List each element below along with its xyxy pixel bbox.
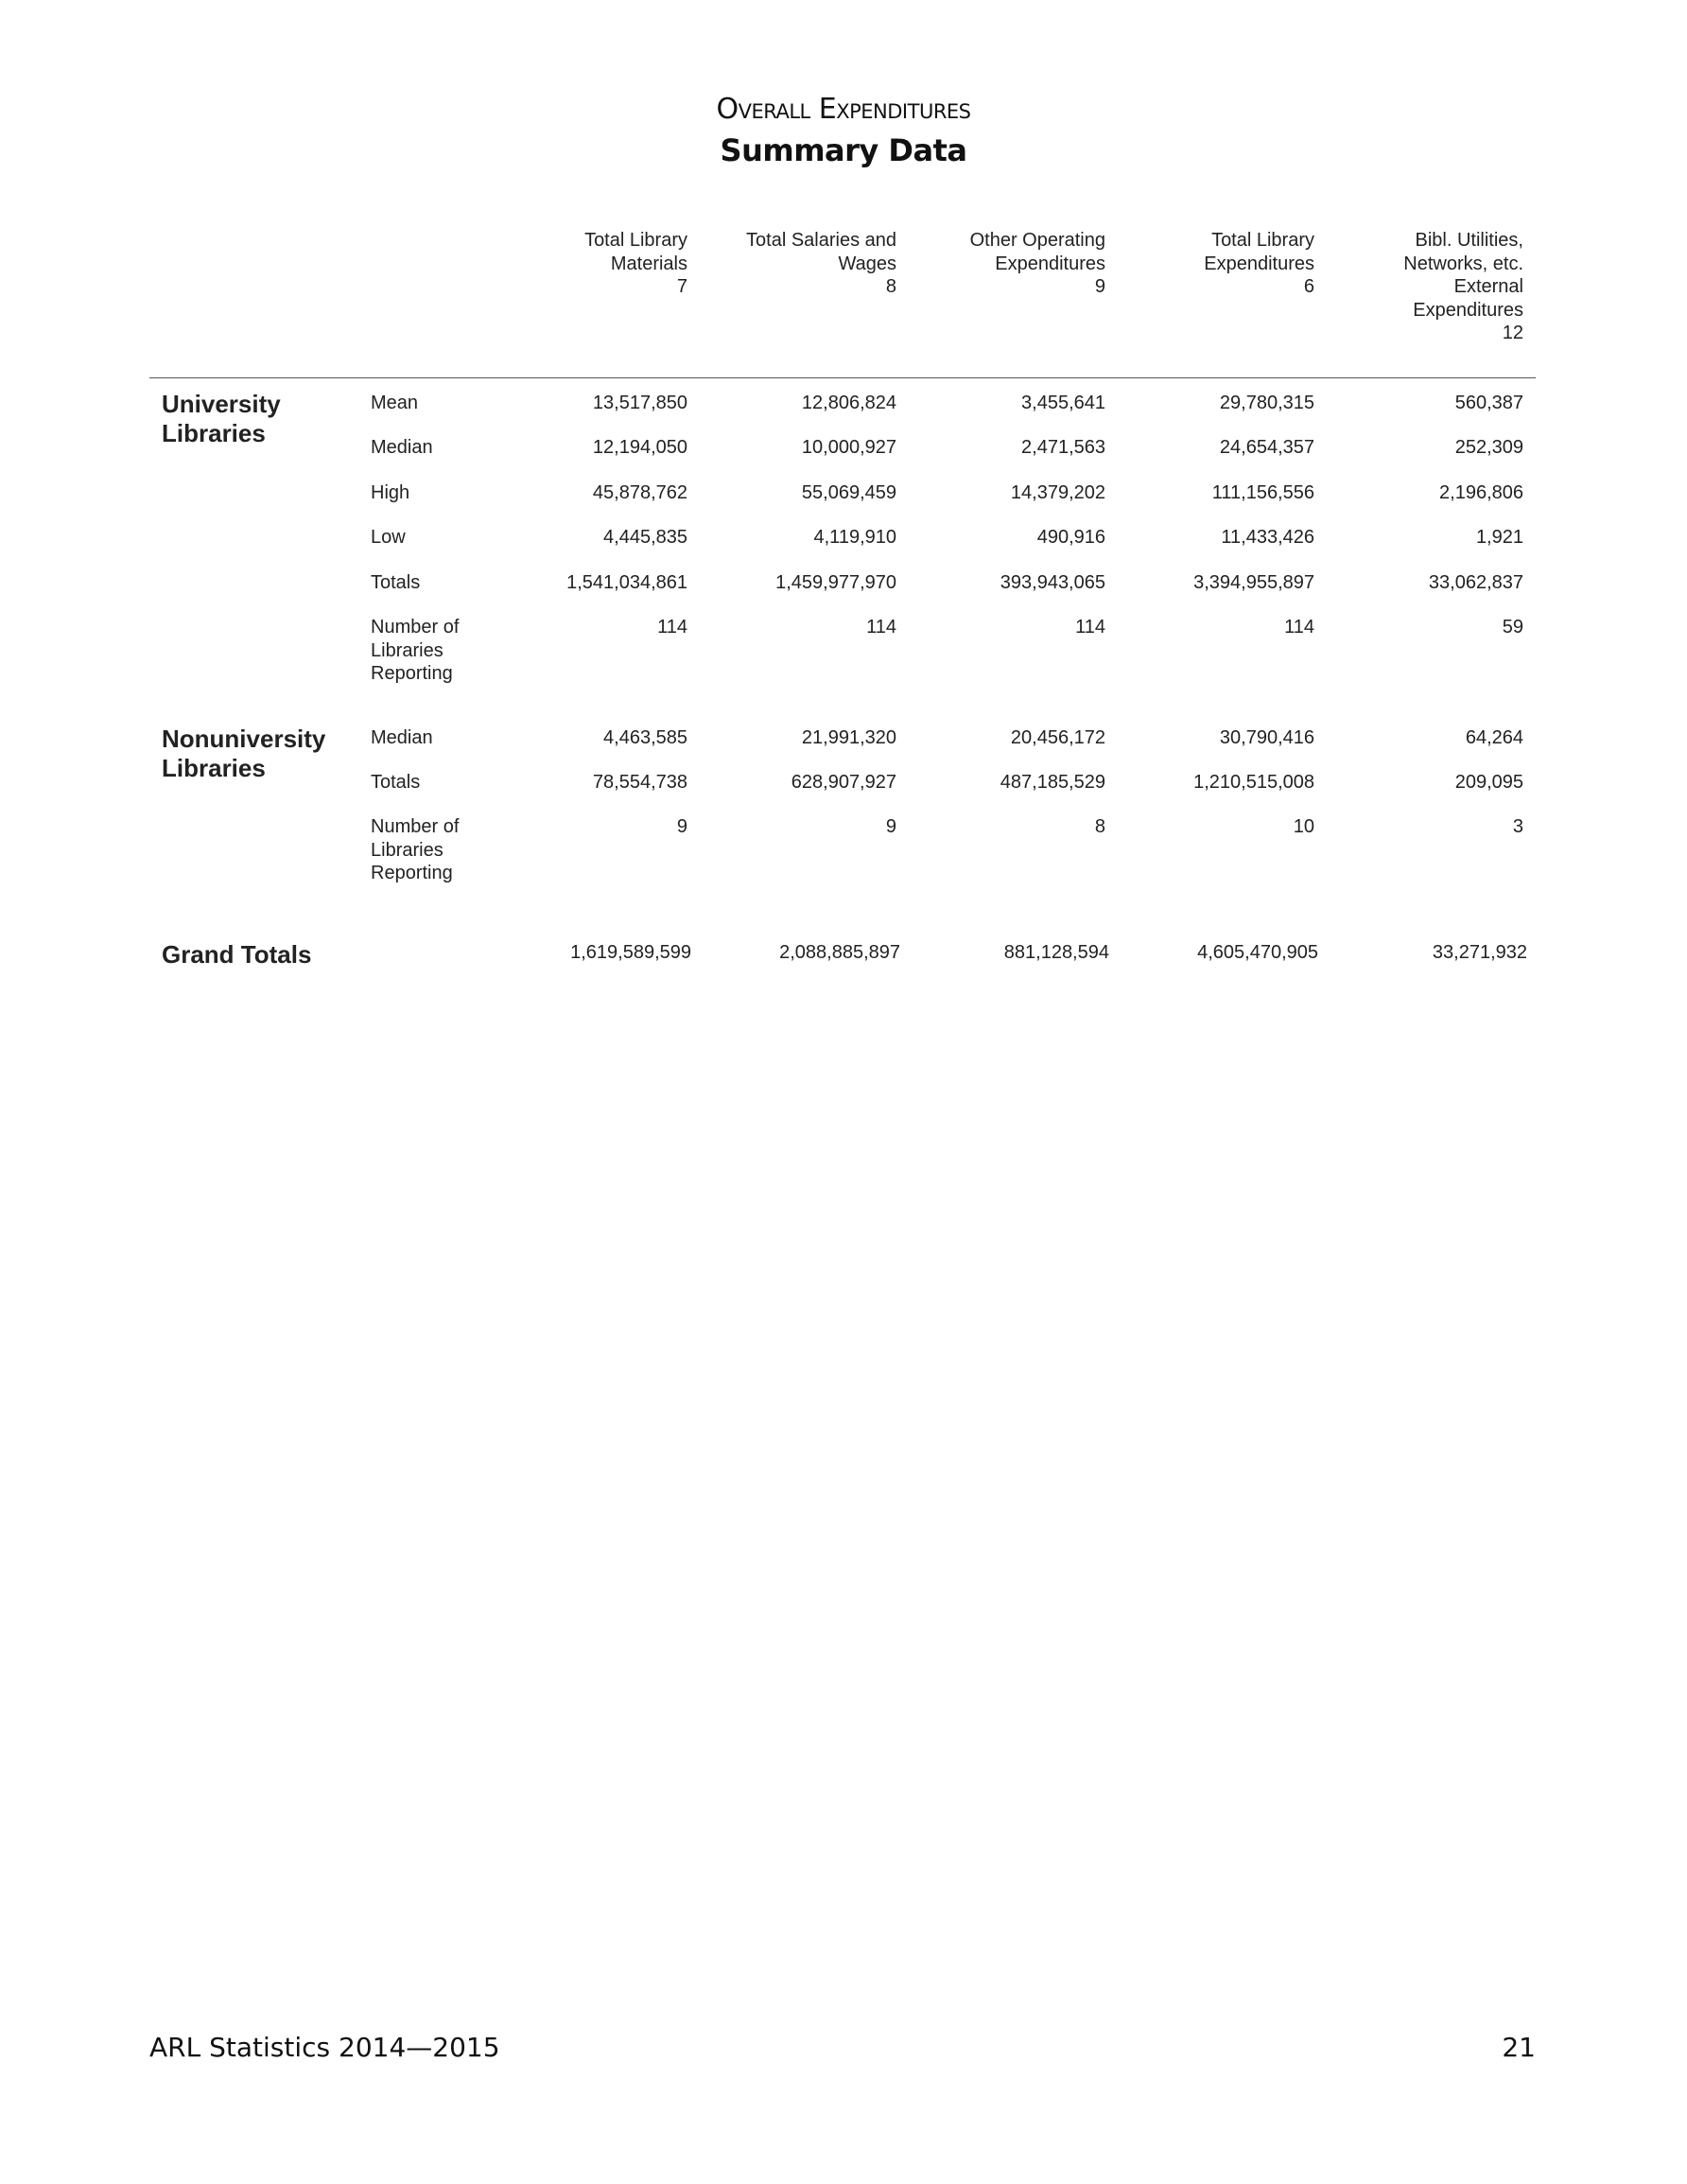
table-cell: 4,463,585	[603, 727, 687, 748]
grand-totals-label: Grand Totals	[162, 940, 312, 969]
table-cell: 252,309	[1454, 437, 1523, 458]
table-cell: 111,156,556	[1211, 482, 1314, 503]
table-cell: 64,264	[1465, 727, 1523, 748]
table-cell: 12,806,824	[801, 393, 896, 413]
table-cell: 10	[1293, 816, 1314, 837]
table-cell: 4,119,910	[813, 527, 896, 548]
group-label: University Libraries	[162, 390, 281, 447]
table-cell: 393,943,065	[1000, 572, 1105, 593]
table-cell: 11,433,426	[1221, 527, 1314, 548]
page-title: Summary Data	[720, 132, 967, 168]
row-label: Totals	[371, 572, 421, 593]
table-cell: 2,471,563	[1021, 437, 1105, 458]
table-cell: 1,541,034,861	[566, 572, 687, 593]
column-header: Total Library Expenditures 6	[1204, 230, 1314, 297]
table-cell: 20,456,172	[1010, 727, 1105, 748]
table-cell: 78,554,738	[592, 772, 687, 793]
table-cell: 3,455,641	[1021, 393, 1105, 413]
table-cell: 114	[1075, 617, 1105, 638]
table-cell: 628,907,927	[791, 772, 896, 793]
table-cell: 8	[1094, 816, 1105, 837]
grand-total-cell: 2,088,885,897	[779, 942, 900, 963]
row-label: High	[371, 482, 410, 503]
table-cell: 1,459,977,970	[775, 572, 896, 593]
row-label: Number of Libraries Reporting	[371, 617, 460, 684]
table-cell: 4,445,835	[603, 527, 687, 548]
table-cell: 3,394,955,897	[1193, 572, 1314, 593]
table-cell: 1,921	[1475, 527, 1523, 548]
table-cell: 21,991,320	[801, 727, 896, 748]
row-label: Totals	[371, 772, 421, 793]
table-cell: 9	[885, 816, 896, 837]
table-cell: 487,185,529	[1000, 772, 1105, 793]
row-label: Number of Libraries Reporting	[371, 816, 460, 883]
table-cell: 13,517,850	[592, 393, 687, 413]
group-label: Nonuniversity Libraries	[162, 725, 326, 782]
grand-total-cell: 1,619,589,599	[570, 942, 691, 963]
table-cell: 10,000,927	[801, 437, 896, 458]
grand-total-cell: 881,128,594	[1003, 942, 1109, 963]
footer-publication: ARL Statistics 2014—2015	[149, 2032, 500, 2063]
table-cell: 9	[676, 816, 687, 837]
row-label: Mean	[371, 393, 419, 413]
grand-total-cell: 4,605,470,905	[1197, 942, 1318, 963]
table-cell: 14,379,202	[1010, 482, 1105, 503]
section-kicker: Overall Expenditures	[716, 93, 971, 126]
table-cell: 490,916	[1036, 527, 1105, 548]
row-label: Median	[371, 727, 433, 748]
column-header: Total Library Materials 7	[584, 230, 687, 297]
table-cell: 3	[1512, 816, 1523, 837]
table-cell: 114	[1284, 617, 1314, 638]
table-cell: 114	[866, 617, 896, 638]
table-cell: 30,790,416	[1219, 727, 1314, 748]
table-cell: 59	[1502, 617, 1523, 638]
column-header: Total Salaries and Wages 8	[746, 230, 896, 297]
table-cell: 2,196,806	[1439, 482, 1523, 503]
table-cell: 560,387	[1454, 393, 1523, 413]
row-label: Low	[371, 527, 406, 548]
grand-total-cell: 33,271,932	[1432, 942, 1527, 963]
table-cell: 45,878,762	[592, 482, 687, 503]
table-cell: 24,654,357	[1219, 437, 1314, 458]
table-cell: 29,780,315	[1219, 393, 1314, 413]
column-header: Bibl. Utilities, Networks, etc. External Expenditures 12	[1403, 230, 1523, 343]
row-label: Median	[371, 437, 433, 458]
table-cell: 55,069,459	[801, 482, 896, 503]
footer-page-number: 21	[1502, 2032, 1536, 2063]
table-cell: 33,062,837	[1428, 572, 1523, 593]
table-cell: 209,095	[1454, 772, 1523, 793]
table-cell: 114	[657, 617, 687, 638]
table-cell: 12,194,050	[592, 437, 687, 458]
table-cell: 1,210,515,008	[1193, 772, 1314, 793]
header-divider	[149, 377, 1536, 378]
column-header: Other Operating Expenditures 9	[969, 230, 1105, 297]
